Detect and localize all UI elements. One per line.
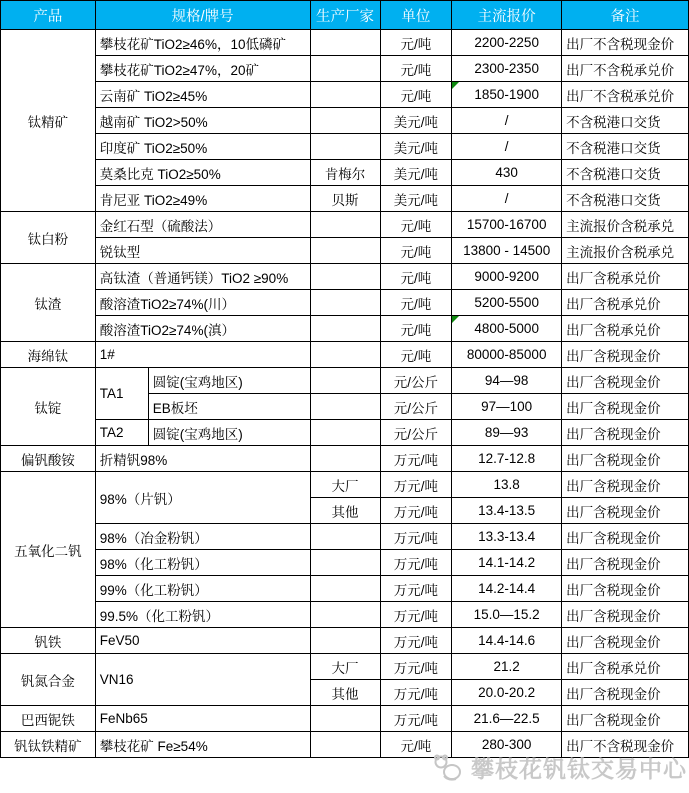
spec-cell: 酸溶渣TiO2≥74%(滇） [95,316,310,342]
note-cell: 不含税港口交货 [562,134,689,160]
note-cell: 主流报价含税承兑 [562,238,689,264]
manufacturer-cell: 大厂 [310,472,380,498]
spec-desc-cell: 圆锭(宝鸡地区) [148,420,310,446]
note-cell: 出厂含税现金价 [562,602,689,628]
note-cell: 出厂含税现金价 [562,420,689,446]
spec-cell: 攀枝花矿TiO2≥47%，20矿 [95,56,310,82]
unit-cell: 美元/吨 [380,108,452,134]
unit-cell: 万元/吨 [380,524,452,550]
price-cell: 21.6—22.5 [452,706,562,732]
manufacturer-cell: 其他 [310,498,380,524]
unit-cell: 万元/吨 [380,654,452,680]
note-cell: 不含税港口交货 [562,160,689,186]
price-cell: 15.0—15.2 [452,602,562,628]
spec-cell: 酸溶渣TiO2≥74%(川） [95,290,310,316]
note-cell: 出厂含税现金价 [562,706,689,732]
manufacturer-cell [310,628,380,654]
unit-cell: 元/公斤 [380,368,452,394]
column-header: 规格/牌号 [95,1,310,30]
table-row [1,108,689,134]
table-row [1,186,689,212]
manufacturer-cell [310,706,380,732]
table-row [1,420,689,446]
unit-cell: 元/公斤 [380,394,452,420]
table-header [1,1,689,30]
price-cell: 20.0-20.2 [452,680,562,706]
price-cell: 94—98 [452,368,562,394]
manufacturer-cell [310,30,380,56]
product-cell: 钛渣 [1,264,96,342]
table-row [1,290,689,316]
product-cell: 钒铁 [1,628,96,654]
spec-desc-cell: 圆锭(宝鸡地区) [148,368,310,394]
manufacturer-cell [310,602,380,628]
table-row [1,628,689,654]
unit-cell: 美元/吨 [380,160,452,186]
note-cell: 出厂含税承兑价 [562,264,689,290]
note-cell: 出厂含税承兑价 [562,290,689,316]
table-row [1,446,689,472]
spec-cell: FeNb65 [95,706,310,732]
header-row [1,1,689,30]
unit-cell: 元/吨 [380,264,452,290]
spec-cell: 98%（冶金粉钒） [95,524,310,550]
product-cell: 钒氮合金 [1,654,96,706]
price-cell: 14.2-14.4 [452,576,562,602]
note-cell: 出厂含税现金价 [562,680,689,706]
spec-cell: 锐钛型 [95,238,310,264]
product-cell: 钛白粉 [1,212,96,264]
manufacturer-cell: 大厂 [310,654,380,680]
manufacturer-cell [310,134,380,160]
manufacturer-cell [310,290,380,316]
manufacturer-cell [310,524,380,550]
note-cell: 出厂不含税承兑价 [562,56,689,82]
spec-grade-cell: TA1 [95,368,148,420]
unit-cell: 美元/吨 [380,186,452,212]
table-row [1,524,689,550]
spec-cell: VN16 [95,654,310,706]
table-body [1,30,689,758]
table-row [1,576,689,602]
unit-cell: 元/吨 [380,290,452,316]
note-cell: 出厂含税现金价 [562,498,689,524]
unit-cell: 元/吨 [380,342,452,368]
price-cell: 15700-16700 [452,212,562,238]
manufacturer-cell [310,550,380,576]
table-row [1,342,689,368]
spec-cell: 1# [95,342,310,368]
column-header: 产品 [1,1,96,30]
price-cell: / [452,186,562,212]
unit-cell: 万元/吨 [380,706,452,732]
price-cell: / [452,108,562,134]
note-cell: 出厂含税现金价 [562,368,689,394]
spec-cell: 印度矿 TiO2≥50% [95,134,310,160]
product-cell: 钛精矿 [1,30,96,212]
unit-cell: 万元/吨 [380,472,452,498]
spec-cell: 折精钒98% [95,446,310,472]
unit-cell: 元/公斤 [380,420,452,446]
price-cell: 5200-5500 [452,290,562,316]
product-cell: 海绵钛 [1,342,96,368]
table-row [1,238,689,264]
note-cell: 不含税港口交货 [562,108,689,134]
manufacturer-cell: 肯梅尔 [310,160,380,186]
spec-cell: 肯尼亚 TiO2≥49% [95,186,310,212]
spec-cell: 云南矿 TiO2≥45% [95,82,310,108]
column-header: 备注 [562,1,689,30]
note-cell: 出厂含税现金价 [562,524,689,550]
product-cell: 巴西铌铁 [1,706,96,732]
manufacturer-cell [310,264,380,290]
price-cell: 280-300 [452,732,562,758]
spec-grade-cell: TA2 [95,420,148,446]
price-cell: 13.4-13.5 [452,498,562,524]
price-cell: 12.7-12.8 [452,446,562,472]
note-cell: 出厂不含税现金价 [562,732,689,758]
spec-cell: 莫桑比克 TiO2≥50% [95,160,310,186]
table-row [1,30,689,56]
spec-cell: 攀枝花矿TiO2≥46%，10低磷矿 [95,30,310,56]
spec-desc-cell: EB板坯 [148,394,310,420]
price-cell: 430 [452,160,562,186]
price-cell: 1850-1900 [452,82,562,108]
spec-cell: 98%（片钒） [95,472,310,524]
price-cell: 21.2 [452,654,562,680]
note-cell: 出厂不含税现金价 [562,30,689,56]
note-cell: 出厂含税现金价 [562,550,689,576]
product-cell: 钛锭 [1,368,96,446]
table-row [1,368,689,394]
unit-cell: 万元/吨 [380,446,452,472]
column-header: 单位 [380,1,452,30]
unit-cell: 元/吨 [380,212,452,238]
table-row [1,264,689,290]
manufacturer-cell [310,212,380,238]
table-row [1,160,689,186]
table-row [1,706,689,732]
manufacturer-cell: 其他 [310,680,380,706]
product-cell: 钒钛铁精矿 [1,732,96,758]
price-cell: / [452,134,562,160]
table-row [1,134,689,160]
note-cell: 主流报价含税承兑 [562,212,689,238]
manufacturer-cell: 贝斯 [310,186,380,212]
note-cell: 出厂含税现金价 [562,472,689,498]
spec-cell: 高钛渣（普通钙镁）TiO2 ≥90% [95,264,310,290]
price-cell: 13800 - 14500 [452,238,562,264]
unit-cell: 元/吨 [380,238,452,264]
unit-cell: 万元/吨 [380,550,452,576]
unit-cell: 元/吨 [380,30,452,56]
price-cell: 80000-85000 [452,342,562,368]
note-cell: 出厂含税现金价 [562,628,689,654]
table-row [1,602,689,628]
price-cell: 13.8 [452,472,562,498]
manufacturer-cell [310,82,380,108]
price-cell: 4800-5000 [452,316,562,342]
price-cell: 9000-9200 [452,264,562,290]
unit-cell: 元/吨 [380,56,452,82]
spec-cell: 99.5%（化工粉钒） [95,602,310,628]
table-row [1,82,689,108]
note-cell: 出厂含税现金价 [562,342,689,368]
price-cell: 89—93 [452,420,562,446]
spec-cell: 越南矿 TiO2>50% [95,108,310,134]
manufacturer-cell [310,316,380,342]
manufacturer-cell [310,56,380,82]
table-row [1,550,689,576]
price-cell: 97—100 [452,394,562,420]
table-row [1,56,689,82]
note-cell: 出厂含税现金价 [562,394,689,420]
manufacturer-cell [310,446,380,472]
unit-cell: 万元/吨 [380,628,452,654]
watermark-text: 攀枝花钒钛交易中心 [471,755,687,782]
product-cell: 五氧化二钒 [1,472,96,628]
manufacturer-cell [310,342,380,368]
manufacturer-cell [310,368,380,394]
price-cell: 2200-2250 [452,30,562,56]
manufacturer-cell [310,238,380,264]
spec-cell: FeV50 [95,628,310,654]
unit-cell: 万元/吨 [380,680,452,706]
product-cell: 偏钒酸铵 [1,446,96,472]
unit-cell: 元/吨 [380,732,452,758]
unit-cell: 万元/吨 [380,602,452,628]
unit-cell: 万元/吨 [380,498,452,524]
column-header: 生产厂家 [310,1,380,30]
note-cell: 不含税港口交货 [562,186,689,212]
table-row [1,316,689,342]
manufacturer-cell [310,732,380,758]
price-cell: 13.3-13.4 [452,524,562,550]
manufacturer-cell [310,576,380,602]
spec-cell: 98%（化工粉钒） [95,550,310,576]
table-row [1,732,689,758]
spec-cell: 99%（化工粉钒） [95,576,310,602]
table-row [1,472,689,498]
table-row [1,654,689,680]
spec-cell: 金红石型（硫酸法） [95,212,310,238]
note-cell: 出厂含税承兑价 [562,654,689,680]
spec-cell: 攀枝花矿 Fe≥54% [95,732,310,758]
unit-cell: 万元/吨 [380,576,452,602]
note-cell: 出厂含税现金价 [562,576,689,602]
note-cell: 出厂含税承兑价 [562,316,689,342]
manufacturer-cell [310,420,380,446]
column-header: 主流报价 [452,1,562,30]
unit-cell: 美元/吨 [380,134,452,160]
manufacturer-cell [310,108,380,134]
manufacturer-cell [310,394,380,420]
price-cell: 2300-2350 [452,56,562,82]
price-cell: 14.4-14.6 [452,628,562,654]
note-cell: 出厂不含税承兑价 [562,82,689,108]
unit-cell: 元/吨 [380,316,452,342]
price-cell: 14.1-14.2 [452,550,562,576]
unit-cell: 元/吨 [380,82,452,108]
note-cell: 出厂含税现金价 [562,446,689,472]
table-row [1,212,689,238]
